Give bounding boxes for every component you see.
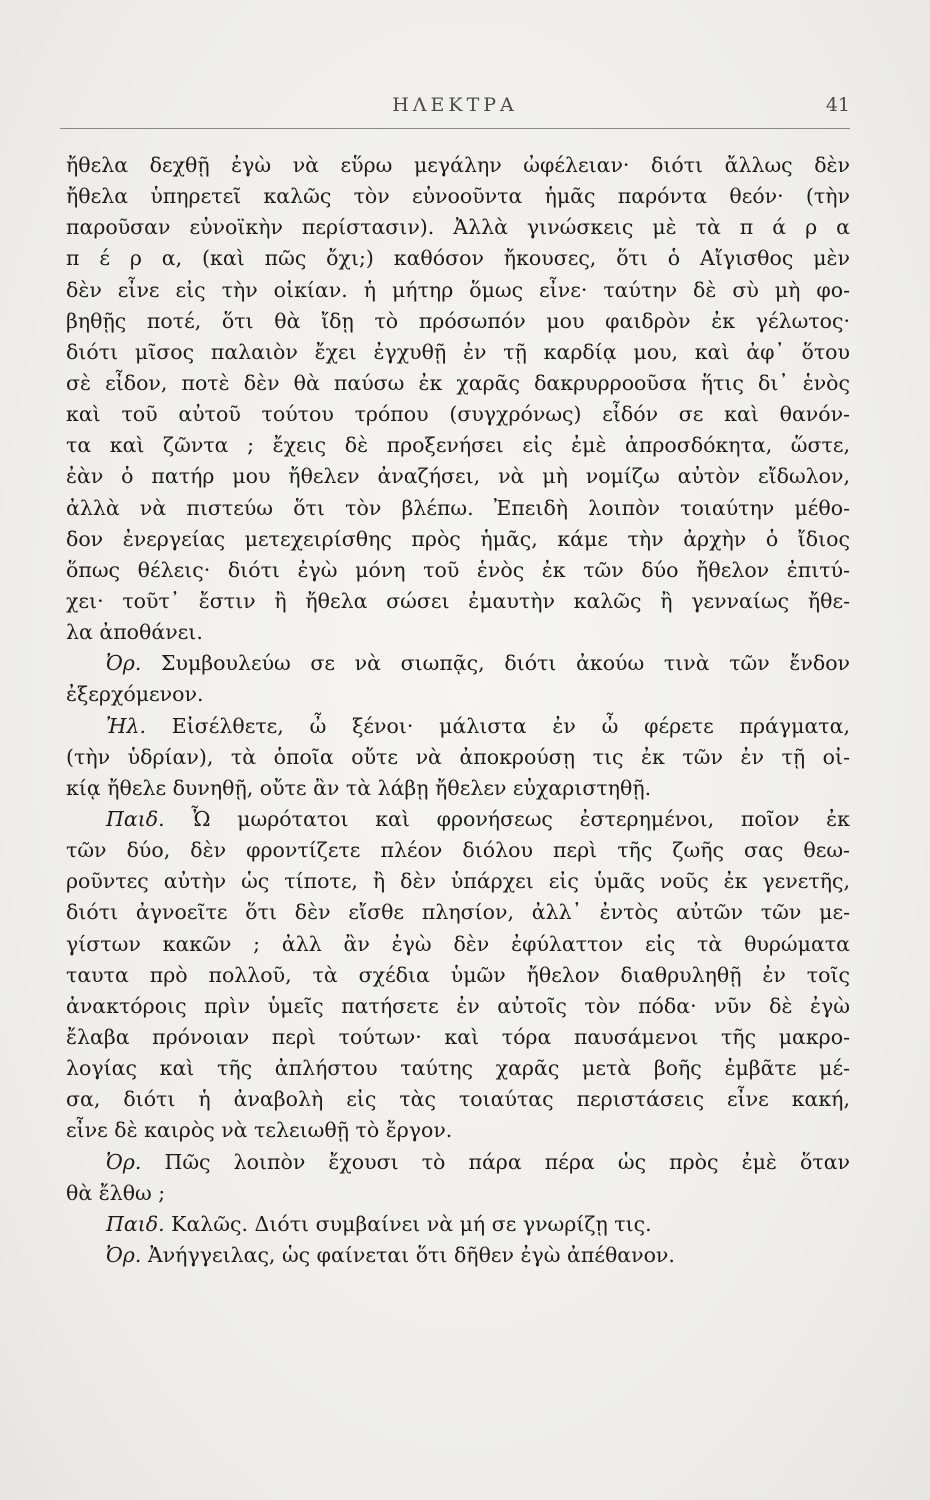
line-text: δὲν εἶνε εἰς τὴν οἰκίαν. ἡ μήτηρ ὅμως εἶνε· ταύτην δὲ σὺ μὴ φο- [66, 277, 850, 302]
line-text: Εἰσέλθετε, ὦ ξένοι· μάλιστα ἐν ὦ φέρετε πράγματα, [145, 713, 850, 738]
text-line [66, 399, 850, 430]
line-text: Καλῶς. Διότι συμβαίνει νὰ μή σε γνωρίζῃ τις. [164, 1211, 652, 1236]
line-text: τα καὶ ζῶντα ; ἔχεις δὲ προξενήσει εἰς ἐμὲ ἀπροσδόκητα, ὥστε, [66, 433, 850, 458]
line-text: π έ ρ α, (καὶ πῶς ὄχι;) καθόσον ἤκουσες, ὅτι ὁ Αἴγισθος μὲν [66, 246, 850, 271]
line-text: Συμβουλεύω σε νὰ σιωπᾷς, διότι ἀκούω τινὰ τῶν ἔνδον [141, 651, 850, 676]
line-text: (τὴν ὑδρίαν), τὰ ὁποῖα οὔτε νὰ ἀποκρούσῃ τις ἐκ τῶν ἐν τῇ οἰ- [66, 744, 850, 769]
text-line [66, 586, 850, 617]
line-text: καὶ τοῦ αὐτοῦ τούτου τρόπου (συγχρόνως) εἶδόν σε καὶ θανόν- [66, 402, 850, 427]
line-text: διότι ἀγνοεῖτε ὅτι δὲν εἴσθε πλησίον, ἀλλ᾽ ἐντὸς αὐτῶν τῶν με- [66, 900, 850, 925]
text-line [66, 243, 850, 274]
text-line [66, 1022, 850, 1053]
line-text: Ἀνήγγειλας, ὡς φαίνεται ὅτι δῆθεν ἐγὼ ἀπέθανον. [141, 1242, 675, 1267]
line-text: παροῦσαν εὐνοϊκὴν περίστασιν). Ἀλλὰ γινώσκεις μὲ τὰ π ά ρ α [66, 215, 850, 240]
text-line [66, 150, 850, 181]
speaker-label: Ἠλ. [106, 713, 146, 738]
line-text: διότι μῖσος παλαιὸν ἔχει ἐγχυθῇ ἐν τῇ καρδίᾳ μου, καὶ ἀφ᾽ ὅτου [66, 339, 850, 364]
text-line [66, 1178, 850, 1209]
line-text: Ὦ μωρότατοι καὶ φρονήσεως ἐστερημένοι, ποῖον ἐκ [164, 806, 850, 831]
text-line [66, 1209, 850, 1240]
line-text: θὰ ἔλθω ; [66, 1180, 166, 1205]
line-text: ἤθελα ὑπηρετεῖ καλῶς τὸν εὐνοοῦντα ἡμᾶς παρόντα θεόν· (τὴν [66, 184, 850, 209]
line-text: σὲ εἶδον, ποτὲ δὲν θὰ παύσω ἐκ χαρᾶς δακρυρροοῦσα ἥτις δι᾽ ἑνὸς [66, 370, 850, 395]
text-line [66, 742, 850, 773]
text-line [66, 524, 850, 555]
line-text: ἀλλὰ νὰ πιστεύω ὅτι τὸν βλέπω. Ἐπειδὴ λοιπὸν τοιαύτην μέθο- [66, 495, 850, 520]
speaker-label: Παιδ. [106, 1211, 165, 1236]
text-line [66, 1115, 850, 1146]
text-line [66, 679, 850, 710]
running-title: ΗΛΕΚΤΡΑ [392, 94, 518, 116]
header-rule [60, 128, 850, 129]
line-text: ὅπως θέλεις· διότι ἐγὼ μόνη τοῦ ἑνὸς ἐκ τῶν δύο ἤθελον ἐπιτύ- [66, 557, 850, 582]
line-text: λα ἀποθάνει. [66, 620, 203, 645]
line-text: γίστων κακῶν ; ἀλλ ἂν ἐγὼ δὲν ἐφύλαττον εἰς τὰ θυρώματα [66, 931, 850, 956]
line-text: δον ἐνεργείας μετεχειρίσθης πρὸς ἡμᾶς, κάμε τὴν ἀρχὴν ὁ ἴδιος [66, 526, 850, 551]
page-header [60, 92, 850, 122]
text-line [66, 929, 850, 960]
text-line [66, 866, 850, 897]
line-text: κίᾳ ἤθελε δυνηθῇ, οὔτε ἂν τὰ λάβῃ ἤθελεν εὐχαριστηθῇ. [66, 775, 652, 800]
text-line [66, 960, 850, 991]
line-text: σα, διότι ἡ ἀναβολὴ εἰς τὰς τοιαύτας περιστάσεις εἶνε κακή, [66, 1087, 850, 1112]
text-line [66, 897, 850, 928]
line-text: ἀνακτόροις πρὶν ὑμεῖς πατήσετε ἐν αὐτοῖς τὸν πόδα· νῦν δὲ ἐγὼ [66, 993, 850, 1018]
speaker-label: Παιδ. [106, 806, 165, 831]
text-line [66, 461, 850, 492]
text-line [66, 493, 850, 524]
text-body [66, 150, 850, 1271]
text-line [66, 835, 850, 866]
line-text: τῶν δύο, δὲν φροντίζετε πλέον διόλου περὶ τῆς ζωῆς σας θεω- [66, 838, 850, 863]
page-number: 41 [825, 94, 850, 116]
line-text: ἔλαβα πρόνοιαν περὶ τούτων· καὶ τόρα παυσάμενοι τῆς μακρο- [66, 1024, 850, 1049]
line-text: βηθῇς ποτέ, ὅτι θὰ ἴδῃ τὸ πρόσωπόν μου φαιδρὸν ἐκ γέλωτος· [66, 308, 850, 333]
text-line [66, 648, 850, 679]
text-line [66, 181, 850, 212]
text-line [66, 430, 850, 461]
text-line [66, 1147, 850, 1178]
text-line [66, 617, 850, 648]
speaker-label: Ὀρ. [106, 651, 142, 676]
text-line [66, 1053, 850, 1084]
text-line [66, 275, 850, 306]
line-text: ταυτα πρὸ πολλοῦ, τὰ σχέδια ὑμῶν ἤθελον διαθρυληθῇ ἐν τοῖς [66, 962, 850, 987]
line-text: ἐὰν ὁ πατήρ μου ἤθελεν ἀναζήσει, νὰ μὴ νομίζω αὐτὸν εἴδωλον, [66, 464, 850, 489]
text-line [66, 991, 850, 1022]
line-text: ἤθελα δεχθῇ ἐγὼ νὰ εὕρω μεγάλην ὠφέλειαν· διότι ἄλλως δὲν [66, 153, 850, 177]
text-line [66, 711, 850, 742]
text-line [66, 212, 850, 243]
line-text: Πῶς λοιπὸν ἔχουσι τὸ πάρα πέρα ὡς πρὸς ἐμὲ ὅταν [141, 1149, 850, 1174]
line-text: λογίας καὶ τῆς ἀπλήστου ταύτης χαρᾶς μετὰ βοῆς ἐμβᾶτε μέ- [66, 1056, 850, 1081]
text-line [66, 804, 850, 835]
line-text: ἐξερχόμενον. [66, 682, 204, 707]
text-line [66, 1084, 850, 1115]
speaker-label: Ὀρ. [106, 1149, 142, 1174]
text-line [66, 1240, 850, 1271]
speaker-label: Ὀρ. [106, 1242, 142, 1267]
text-line [66, 368, 850, 399]
line-text: χει· τοῦτ᾽ ἔστιν ἢ ἤθελα σώσει ἐμαυτὴν καλῶς ἢ γενναίως ἤθε- [66, 588, 850, 613]
line-text: εἶνε δὲ καιρὸς νὰ τελειωθῇ τὸ ἔργον. [66, 1118, 453, 1143]
text-line [66, 337, 850, 368]
text-line [66, 306, 850, 337]
line-text: ροῦντες αὐτὴν ὡς τίποτε, ἢ δὲν ὑπάρχει εἰς ὑμᾶς νοῦς ἐκ γενετῆς, [66, 869, 850, 894]
text-line [66, 555, 850, 586]
text-line [66, 773, 850, 804]
